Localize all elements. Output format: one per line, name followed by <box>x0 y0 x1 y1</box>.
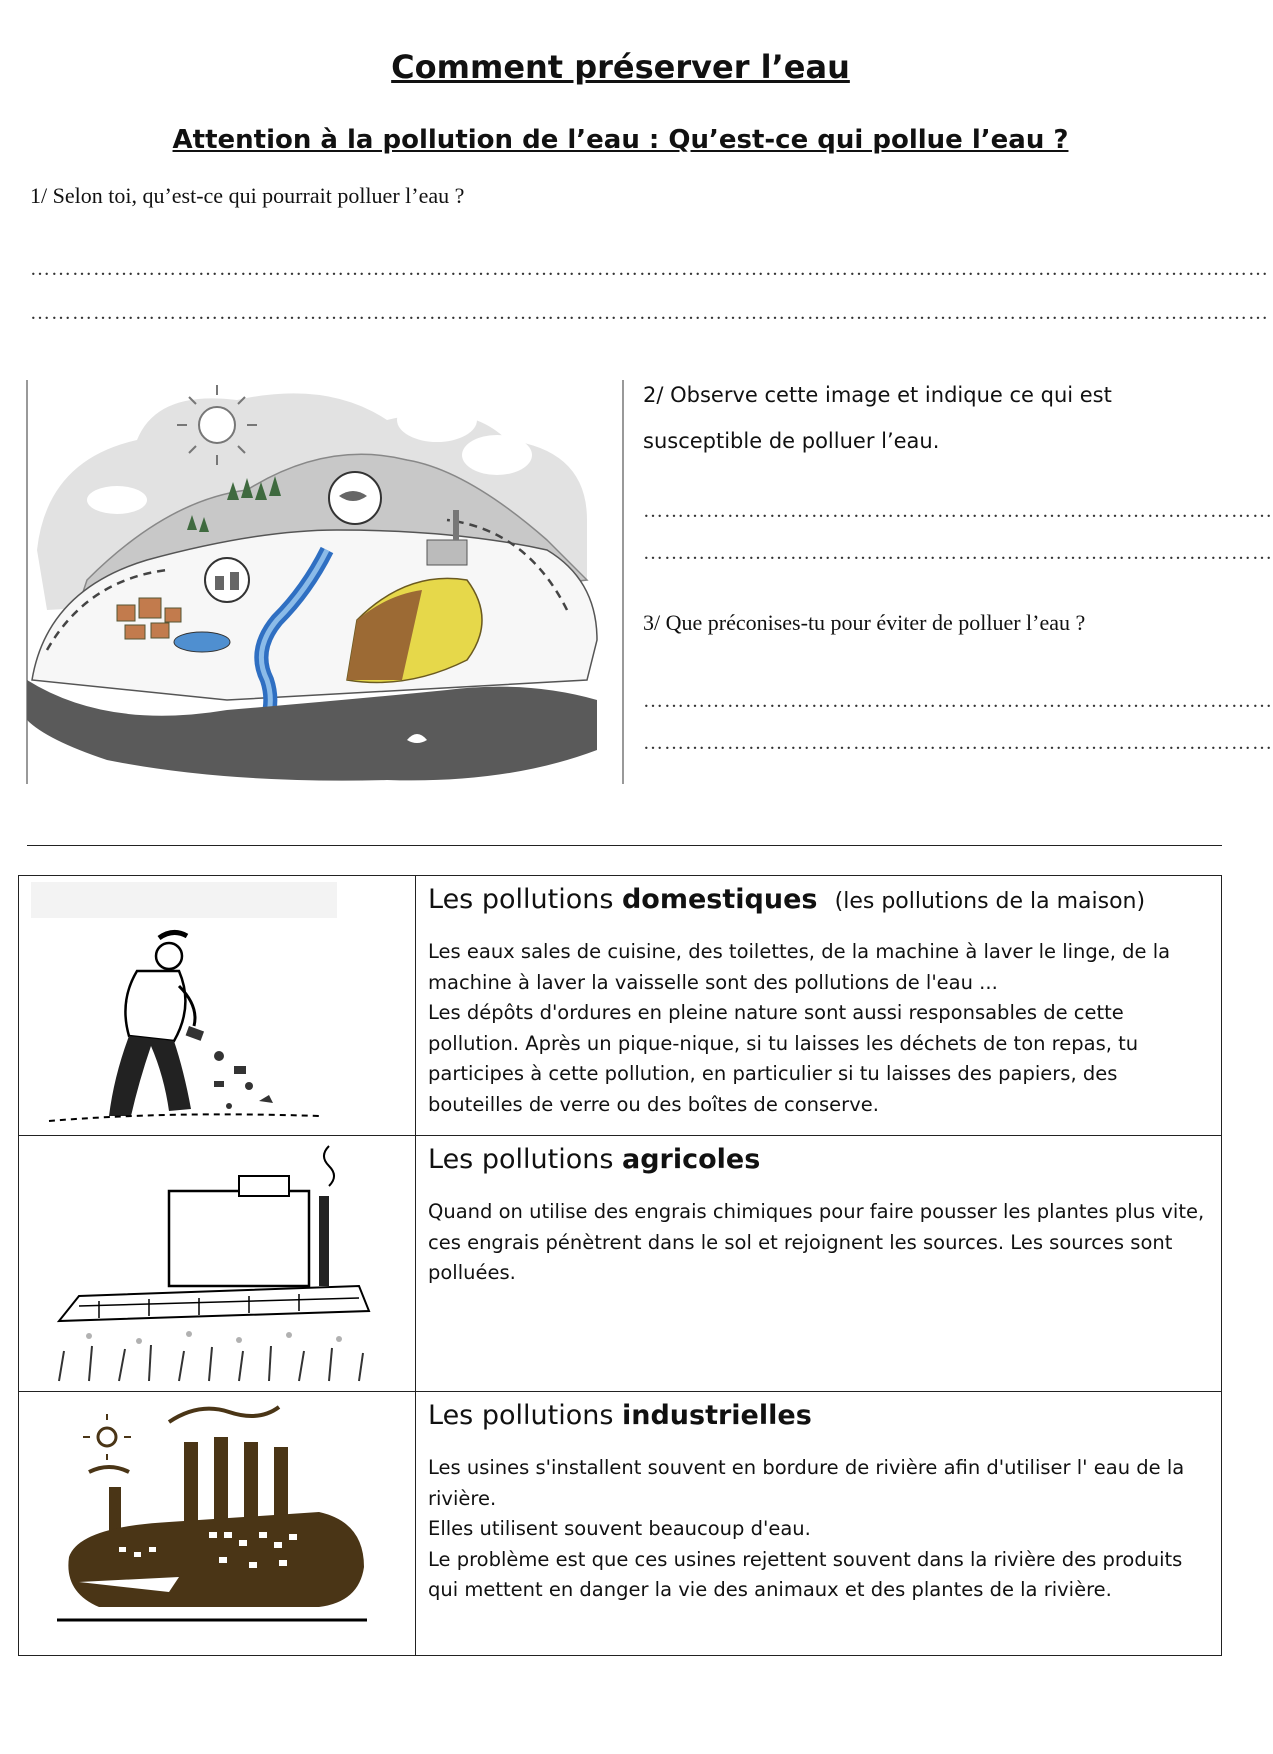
agricultural-image-cell <box>19 1136 416 1392</box>
factory-illustration <box>19 1392 415 1650</box>
pollution-types-table <box>18 875 1222 1656</box>
page-title: Comment préserver l’eau <box>391 48 850 86</box>
question-1: 1/ Selon toi, qu’est-ce qui pourrait polluer l’eau ? <box>30 183 465 208</box>
section-divider <box>27 845 1222 846</box>
answer-line-3b[interactable]: ……………………………………………………………………………… <box>643 732 1273 754</box>
table-row-domestic <box>19 876 1222 1136</box>
answer-line-1b[interactable]: …………………………………………………………………………………………………………………………………………………………… <box>30 302 1269 324</box>
agricultural-paragraph-1: Quand on utilise des engrais chimiques pour faire pousser les plantes plus vite, ces engrais pénètrent dans le sol et rejoignent les sources. Les sources sont polluées. <box>428 1200 1205 1284</box>
crop-sprayer-illustration <box>19 1136 415 1386</box>
domestic-image-cell <box>19 876 416 1136</box>
domestic-paragraph-2: Les dépôts d'ordures en pleine nature sont aussi responsables de cette pollution. Après un pique-nique, si tu laisses les déchets de ton repas, tu participes à cette pollution, en particulier si tu laisses des papiers, des bouteilles de verre ou des boîtes de conserve. <box>428 1001 1139 1116</box>
answer-line-2a[interactable]: ……………………………………………………………………………… <box>643 500 1273 522</box>
question-3: 3/ Que préconises-tu pour éviter de polluer l’eau ? <box>643 610 1086 635</box>
domestic-text-cell <box>416 876 1222 1136</box>
industrial-image-cell <box>19 1392 416 1656</box>
table-row-agricultural <box>19 1136 1222 1392</box>
industrial-paragraph-3: Le problème est que ces usines rejettent souvent dans la rivière des produits qui mettent en danger la vie des animaux et des plantes de la rivière. <box>428 1547 1183 1601</box>
answer-line-2b[interactable]: ……………………………………………………………………………… <box>643 542 1273 564</box>
industrial-paragraph-2: Elles utilisent souvent beaucoup d'eau. <box>428 1517 811 1540</box>
industrial-paragraph-1: Les usines s'installent souvent en bordure de rivière afin d'utiliser l' eau de la rivière. <box>428 1456 1185 1510</box>
industrial-text-cell <box>416 1392 1222 1656</box>
agricultural-text-cell <box>416 1136 1222 1392</box>
table-row-industrial <box>19 1392 1222 1656</box>
category-heading-domestic: Les pollutions domestiques (les pollutions de la maison) <box>428 884 1146 915</box>
man-dumping-trash-illustration <box>19 876 415 1130</box>
question-2: 2/ Observe cette image et indique ce qui est susceptible de polluer l’eau. <box>643 383 1112 453</box>
answer-line-1a[interactable]: …………………………………………………………………………………………………………………………………………………………… <box>30 258 1269 280</box>
page-subtitle: Attention à la pollution de l’eau : Qu’est-ce qui pollue l’eau ? <box>172 125 1069 155</box>
domestic-paragraph-1: Les eaux sales de cuisine, des toilettes, de la machine à laver le linge, de la machine à laver la vaisselle sont des pollutions de l'eau ... <box>428 940 1171 994</box>
sun-icon <box>83 1414 131 1460</box>
answer-line-3a[interactable]: ……………………………………………………………………………… <box>643 690 1273 712</box>
water-pollution-landscape-illustration <box>27 380 625 784</box>
category-heading-industrial: Les pollutions industrielles <box>428 1400 812 1431</box>
category-heading-agricultural: Les pollutions agricoles <box>428 1144 761 1175</box>
